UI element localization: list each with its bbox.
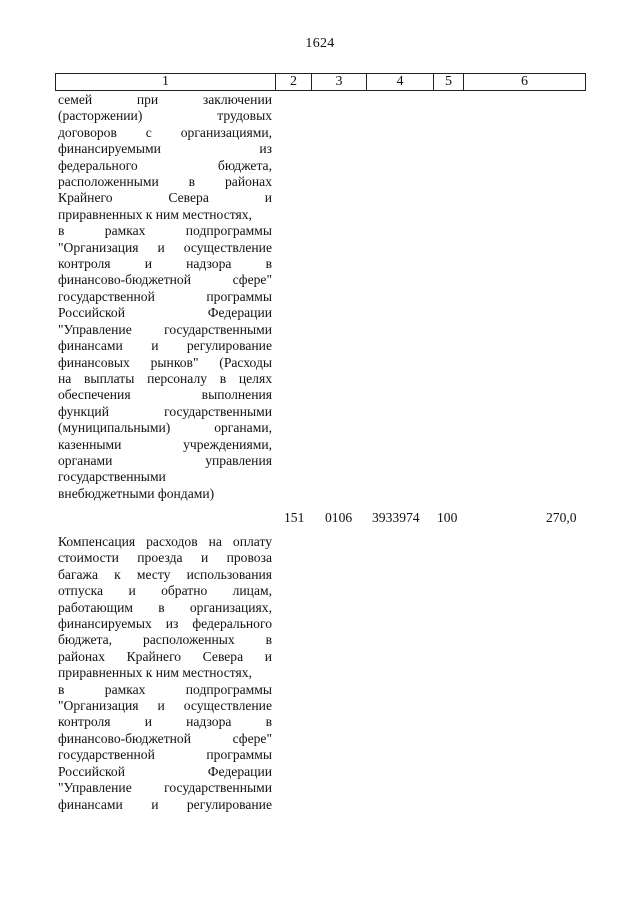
description-line: государственной программы (58, 288, 272, 304)
column-header-4: 4 (367, 74, 434, 91)
description-line: договоров с организациями, (58, 124, 272, 140)
description-line: бюджета, расположенных в (58, 632, 272, 648)
description-line: финансируемых из федерального (58, 616, 272, 632)
target-article-code: 3933974 (372, 510, 420, 525)
description-line: финансовых рынков" (Расходы (58, 354, 272, 370)
description-line: приравненных к ним местностях, (58, 206, 252, 222)
description-line: финансово-бюджетной сфере" (58, 272, 272, 288)
description-line: Российской Федерации (58, 305, 272, 321)
description-line: функций государственными (58, 403, 272, 419)
column-header-table (55, 73, 586, 91)
amount-value: 270,0 (546, 510, 577, 525)
ministry-code: 151 (284, 510, 305, 525)
description-line: расположенными в районах (58, 174, 272, 190)
description-line: стоимости проезда и провоза (58, 550, 272, 566)
description-line: государственными (58, 469, 166, 485)
page-number: 1624 (305, 36, 335, 51)
description-line: (муниципальными) органами, (58, 420, 272, 436)
description-line: районах Крайнего Севера и (58, 648, 272, 664)
description-line: государственной программы (58, 747, 272, 763)
description-line: семей при заключении (58, 92, 272, 107)
description-line: финансируемыми из (58, 141, 272, 157)
description-line: "Организация и осуществление (58, 698, 272, 714)
description-line: приравненных к ним местностях, (58, 665, 252, 681)
description-line: "Управление государственными (58, 321, 272, 337)
description-line: Компенсация расходов на оплату (58, 534, 272, 549)
description-line: на выплаты персоналу в целях (58, 370, 272, 386)
description-line: "Управление государственными (58, 780, 272, 796)
description-line: (расторжении) трудовых (58, 108, 272, 124)
description-line: федерального бюджета, (58, 157, 272, 173)
column-header-5: 5 (434, 74, 464, 91)
description-line: финансами и регулирование (58, 338, 272, 354)
description-line: в рамках подпрограммы (58, 223, 272, 239)
description-line: багажа к месту использования (58, 566, 272, 582)
description-line: внебюджетными фондами) (58, 485, 215, 501)
section-code: 0106 (325, 510, 353, 525)
description-line: контроля и надзора в (58, 714, 272, 730)
description-line: финансово-бюджетной сфере" (58, 730, 272, 746)
description-line: Российской Федерации (58, 763, 272, 779)
column-header-3: 3 (312, 74, 367, 91)
description-line: органами управления (58, 452, 272, 468)
column-header-2: 2 (276, 74, 312, 91)
description-line: "Организация и осуществление (58, 239, 272, 255)
column-header-row (56, 74, 586, 91)
description-line: контроля и надзора в (58, 256, 272, 272)
column-header-1: 1 (56, 74, 276, 91)
description-line: в рамках подпрограммы (58, 681, 272, 697)
row-2-description (58, 534, 272, 813)
description-line: работающим в организациях, (58, 599, 272, 615)
description-line: обеспечения выполнения (58, 387, 272, 403)
column-header-6: 6 (464, 74, 586, 91)
description-line: финансами и регулирование (58, 796, 272, 812)
description-line: казенными учреждениями, (58, 436, 272, 452)
expense-type-code: 100 (437, 510, 458, 525)
description-line: Крайнего Севера и (58, 190, 272, 206)
description-line: отпуска и обратно лицам, (58, 583, 272, 599)
row-1-description (58, 92, 272, 502)
